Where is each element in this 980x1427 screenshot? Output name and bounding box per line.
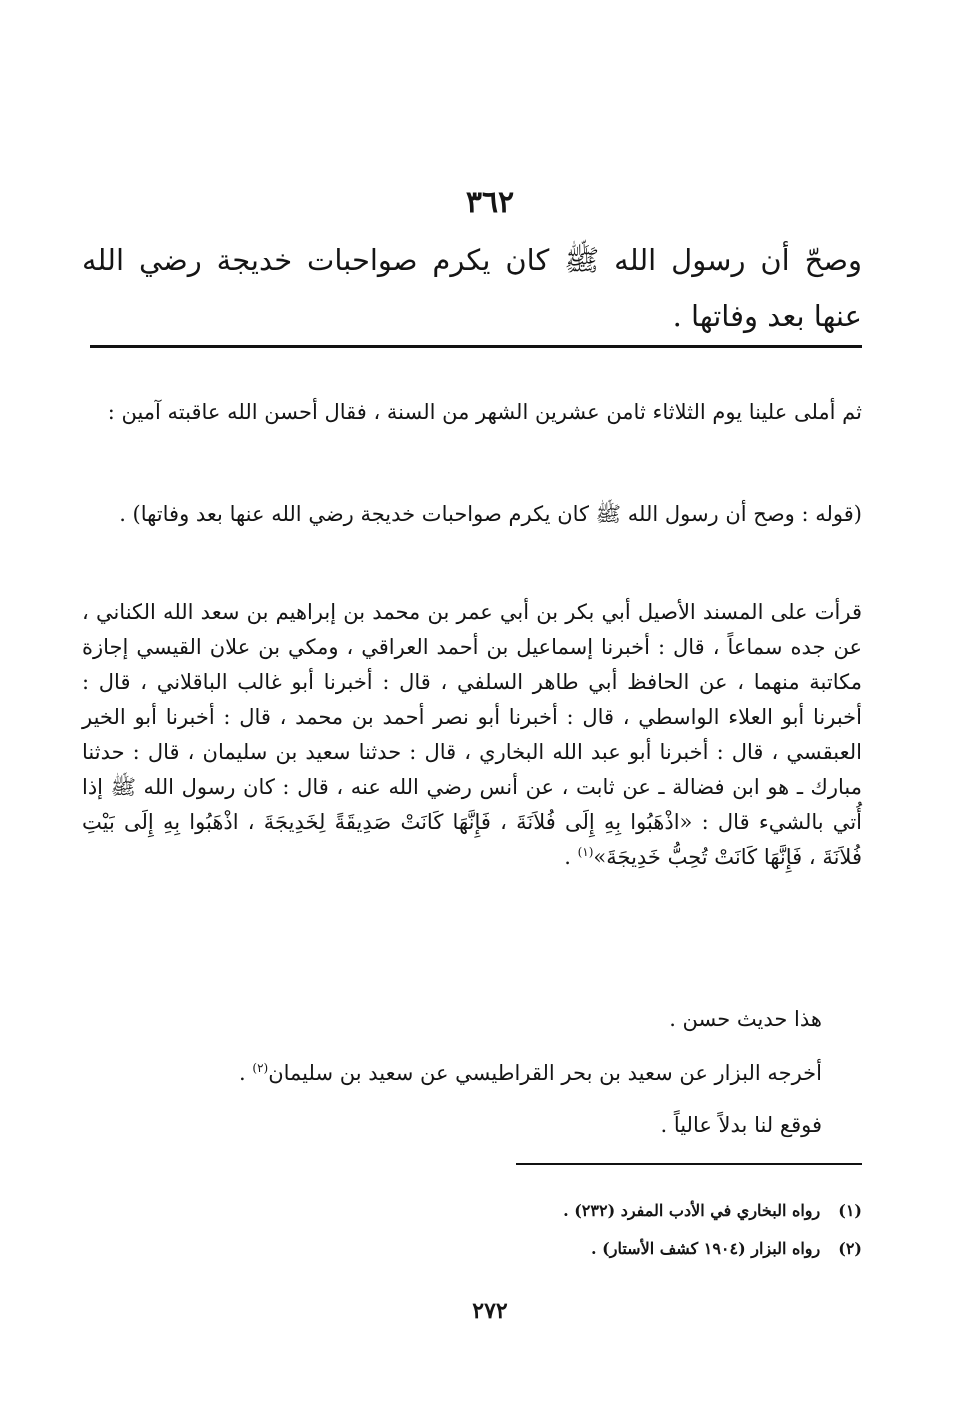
isnad-paragraph xyxy=(82,595,862,875)
footnotes xyxy=(82,1192,862,1268)
section-heading: وصحّ أن رسول الله ﷺ كان يكرم صواحبات خديجة رضي الله عنها بعد وفاتها . xyxy=(82,243,862,333)
footnote-ref-2: (٢) xyxy=(252,1061,269,1075)
footnote-number: (٢) xyxy=(838,1239,862,1258)
footnote-2 xyxy=(82,1230,862,1268)
footnote-ref-1: (١) xyxy=(577,845,594,859)
isnad-text: قرأت على المسند الأصيل أبي بكر بن أبي عمر بن محمد بن إبراهيم بن سعد الله الكناني ، عن جده سماعاً ، قال : أخبرنا إسماعيل بن أحمد العراقي ، ومكي بن علان القيسي إجازة مكاتبة منهما ، عن الحافظ أبي طاهر السلفي ، قال : أخبرنا أبو غالب الباقلاني ، قال : أخبرنا أبو العلاء الواسطي ، قال : أخبرنا أبو نصر أحمد بن محمد ، قال : أخبرنا أبو الخير العبقسي ، قال : أخبرنا أبو عبد الله البخاري ، قال : حدثنا سعيد بن سليمان ، قال : حدثنا مبارك ـ هو ابن فضالة ـ عن ثابت ، عن أنس رضي الله عنه ، قال : كان رسول الله ﷺ إذا أُتي بالشيء قال : «اذْهَبُوا بِهِ إِلَى فُلاَنَةَ ، فَإِنَّهَا كَانَتْ صَدِيقَةً لِخَدِيجَةَ ، اذْهَبُوا بِهِ إِلَى بَيْتِ فُلاَنَةَ ، فَإِنَّهَا كَانَتْ تُحِبُّ خَدِيجَةَ» xyxy=(82,600,862,869)
footnote-number: (١) xyxy=(838,1201,862,1220)
quote-paragraph: (قوله : وصح أن رسول الله ﷺ كان يكرم صواحبات خديجة رضي الله عنها بعد وفاتها) . xyxy=(119,502,862,526)
takhrij-end: . xyxy=(239,1061,253,1085)
grading-line: هذا حديث حسن . xyxy=(669,1007,822,1031)
badal-line: فوقع لنا بدلاً عالياً . xyxy=(660,1113,822,1137)
footnote-1 xyxy=(82,1192,862,1230)
footnote-text: رواه البخاري في الأدب المفرد (٢٣٢) . xyxy=(563,1201,821,1220)
footnote-text: رواه البزار (١٩٠٤ كشف الأستار) . xyxy=(591,1239,821,1258)
footnote-divider xyxy=(516,1163,862,1165)
heading-divider xyxy=(90,345,862,348)
page-number: ٢٧٢ xyxy=(472,1298,508,1324)
takhrij-text: أخرجه البزار عن سعيد بن بحر القراطيسي عن سعيد بن سليمان xyxy=(268,1061,822,1085)
section-number: ٣٦٢ xyxy=(465,185,515,220)
takhrij-line xyxy=(82,1056,862,1091)
dictation-paragraph: ثم أملى علينا يوم الثلاثاء ثامن عشرين الشهر من السنة ، فقال أحسن الله عاقبته آمين : xyxy=(107,400,862,424)
isnad-end: . xyxy=(564,845,578,869)
